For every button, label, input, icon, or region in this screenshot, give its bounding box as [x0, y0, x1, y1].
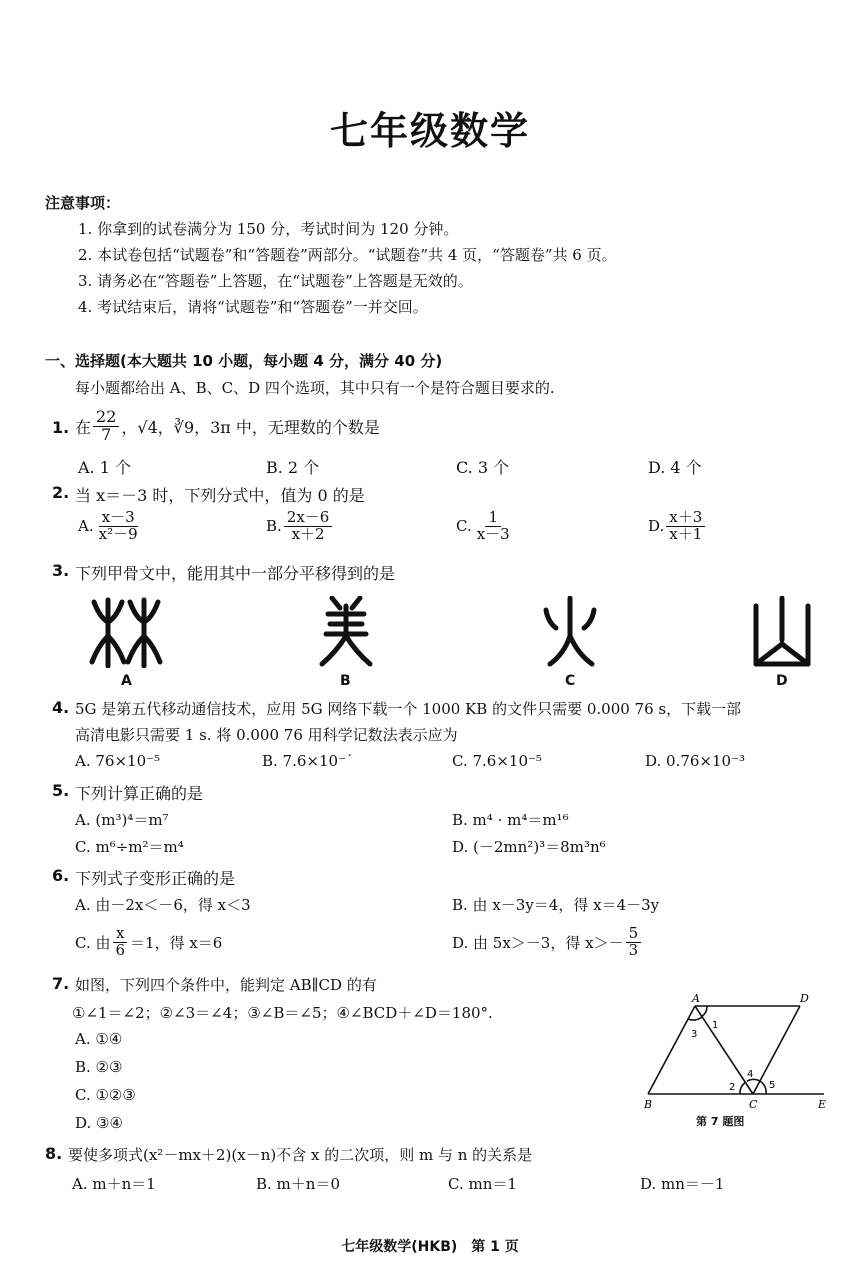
- q1-frac-num: 22: [93, 409, 119, 427]
- q2-option-d[interactable]: [648, 510, 707, 543]
- q2-b-den: x＋2: [291, 524, 325, 543]
- fig-angle-2: 2: [729, 1082, 736, 1093]
- glyph-label-d: D: [776, 673, 788, 689]
- q6-c-num: x: [113, 926, 127, 943]
- q8-option-b[interactable]: B. m＋n＝0: [256, 1175, 340, 1193]
- q5-stem: 下列计算正确的是: [75, 784, 204, 803]
- notice-item-4: 4. 考试结束后，请将“试题卷”和“答题卷”一并交回。: [78, 298, 428, 316]
- q2-option-a[interactable]: [78, 510, 143, 543]
- q2-c-label: C.: [456, 517, 472, 536]
- oracle-glyph-d-image[interactable]: [742, 596, 822, 668]
- q5-number: 5.: [52, 781, 70, 800]
- q6-d-den: 3: [628, 940, 639, 959]
- q2-d-label: D.: [648, 517, 665, 536]
- q2-c-num: 1: [485, 510, 501, 527]
- q7-stem: 如图，下列四个条件中，能判定 AB∥CD 的有: [75, 976, 377, 994]
- q7-option-d[interactable]: D. ③④: [75, 1114, 123, 1132]
- fig-angle-5: 5: [769, 1080, 776, 1091]
- q2-option-c[interactable]: [456, 510, 515, 543]
- notice-item-2: 2. 本试卷包括“试题卷”和“答题卷”两部分。“试题卷”共 4 页，“答题卷”共 6 页。: [78, 246, 617, 264]
- q8-number: 8.: [45, 1144, 63, 1163]
- q2-d-den: x＋1: [669, 524, 703, 543]
- page-title: 七年级数学: [329, 109, 530, 153]
- q6-d-num: 5: [626, 926, 642, 943]
- fig-angle-3: 3: [691, 1029, 698, 1040]
- q2-a-den: x²－9: [98, 524, 138, 543]
- q1-rest: ，√4，∛9，3π 中，无理数的个数是: [121, 417, 380, 437]
- q2-option-b[interactable]: [266, 510, 334, 543]
- q2-stem: 当 x＝－3 时，下列分式中，值为 0 的是: [75, 486, 365, 505]
- q4-line-1: 5G 是第五代移动通信技术，应用 5G 网络下载一个 1000 KB 的文件只需要 0.000 76 s，下载一部: [75, 700, 742, 718]
- notice-item-1: 1. 你拿到的试卷满分为 150 分，考试时间为 120 分钟。: [78, 220, 459, 238]
- q6-option-b[interactable]: B. 由 x－3y＝4，得 x＝4－3y: [452, 896, 660, 914]
- page-footer: 七年级数学(HKB) 第 1 页: [341, 1239, 519, 1255]
- q1-stem: [75, 406, 380, 446]
- oracle-glyph-a-image[interactable]: [86, 596, 166, 668]
- q7-option-b[interactable]: B. ②③: [75, 1058, 123, 1076]
- fig-angle-1: 1: [712, 1020, 719, 1031]
- q3-number: 3.: [52, 561, 70, 580]
- q2-a-num: x－3: [99, 510, 138, 527]
- notice-heading: 注意事项：: [45, 194, 121, 212]
- fig-label-a: A: [692, 992, 700, 1005]
- q3-stem: 下列甲骨文中，能用其中一部分平移得到的是: [75, 564, 396, 583]
- q6-number: 6.: [52, 866, 70, 885]
- q7-option-c[interactable]: C. ①②③: [75, 1086, 136, 1104]
- q1-number: 1.: [52, 418, 70, 437]
- glyph-label-b: B: [340, 673, 351, 689]
- q1-option-d[interactable]: D. 4 个: [648, 458, 702, 477]
- fig-label-c: C: [749, 1098, 758, 1111]
- q1-prefix: 在: [75, 417, 92, 437]
- section-instruction: 每小题都给出 A、B、C、D 四个选项，其中只有一个是符合题目要求的.: [75, 379, 555, 397]
- q1-option-a[interactable]: A. 1 个: [78, 458, 131, 477]
- glyph-label-a: A: [121, 673, 132, 689]
- q6-c-den: 6: [115, 940, 126, 959]
- fig-angle-4: 4: [747, 1069, 754, 1080]
- q7-number: 7.: [52, 974, 70, 993]
- q2-a-label: A.: [78, 517, 94, 536]
- q2-b-num: 2x－6: [284, 510, 333, 527]
- q8-option-c[interactable]: C. mn＝1: [448, 1175, 517, 1193]
- q5-option-d[interactable]: D. (－2mn²)³＝8m³n⁶: [452, 838, 606, 856]
- fig-label-e: E: [818, 1098, 827, 1111]
- q8-option-a[interactable]: A. m＋n＝1: [72, 1175, 156, 1193]
- q2-number: 2.: [52, 483, 70, 502]
- oracle-glyph-c-image[interactable]: [530, 596, 610, 668]
- q4-option-d[interactable]: D. 0.76×10⁻³: [645, 752, 746, 770]
- q5-option-a[interactable]: A. (m³)⁴＝m⁷: [75, 811, 169, 829]
- section-heading: 一、选择题(本大题共 10 小题，每小题 4 分，满分 40 分): [45, 352, 443, 370]
- q4-option-c[interactable]: C. 7.6×10⁻⁵: [452, 752, 542, 770]
- notice-item-3: 3. 请务必在“答题卷”上答题，在“试题卷”上答题是无效的。: [78, 272, 473, 290]
- q5-option-b[interactable]: B. m⁴ · m⁴＝m¹⁶: [452, 811, 569, 829]
- q8-option-d[interactable]: D. mn＝－1: [640, 1175, 725, 1193]
- q1-option-b[interactable]: B. 2 个: [266, 458, 320, 477]
- fig-label-d: D: [800, 992, 809, 1005]
- q7-figure-caption: 第 7 题图: [696, 1115, 745, 1128]
- q2-d-num: x＋3: [666, 510, 705, 527]
- oracle-glyph-b-image[interactable]: [306, 596, 386, 668]
- q7-conditions: ①∠1＝∠2；②∠3＝∠4；③∠B＝∠5；④∠BCD＋∠D＝180°.: [72, 1004, 493, 1022]
- q1-fraction: [93, 406, 119, 444]
- q7-option-a[interactable]: A. ①④: [75, 1030, 123, 1048]
- q8-stem: 要使多项式(x²－mx＋2)(x－n)不含 x 的二次项，则 m 与 n 的关系是: [68, 1146, 533, 1164]
- q2-c-den: x－3: [476, 524, 510, 543]
- q4-line-2: 高清电影只需要 1 s. 将 0.000 76 用科学记数法表示应为: [75, 726, 458, 744]
- q6-c-prefix: C. 由: [75, 933, 111, 952]
- q1-frac-den: 7: [101, 424, 112, 444]
- q7-figure: [640, 992, 830, 1114]
- fig-label-b: B: [644, 1098, 653, 1111]
- q6-option-d[interactable]: [452, 922, 643, 962]
- q6-option-a[interactable]: A. 由－2x＜－6，得 x＜3: [75, 896, 251, 914]
- q4-number: 4.: [52, 698, 70, 717]
- q2-b-label: B.: [266, 517, 282, 536]
- q6-option-c[interactable]: [75, 922, 222, 962]
- q5-option-c[interactable]: C. m⁶÷m²＝m⁴: [75, 838, 184, 856]
- q6-c-rest: ＝1，得 x＝6: [130, 933, 223, 952]
- q6-d-prefix: D. 由 5x＞－3，得 x＞－: [452, 933, 624, 952]
- q1-option-c[interactable]: C. 3 个: [456, 458, 510, 477]
- q4-option-b[interactable]: B. 7.6×10⁻˙: [262, 752, 354, 770]
- glyph-label-c: C: [565, 673, 576, 689]
- q6-stem: 下列式子变形正确的是: [75, 869, 236, 888]
- q4-option-a[interactable]: A. 76×10⁻⁵: [75, 752, 161, 770]
